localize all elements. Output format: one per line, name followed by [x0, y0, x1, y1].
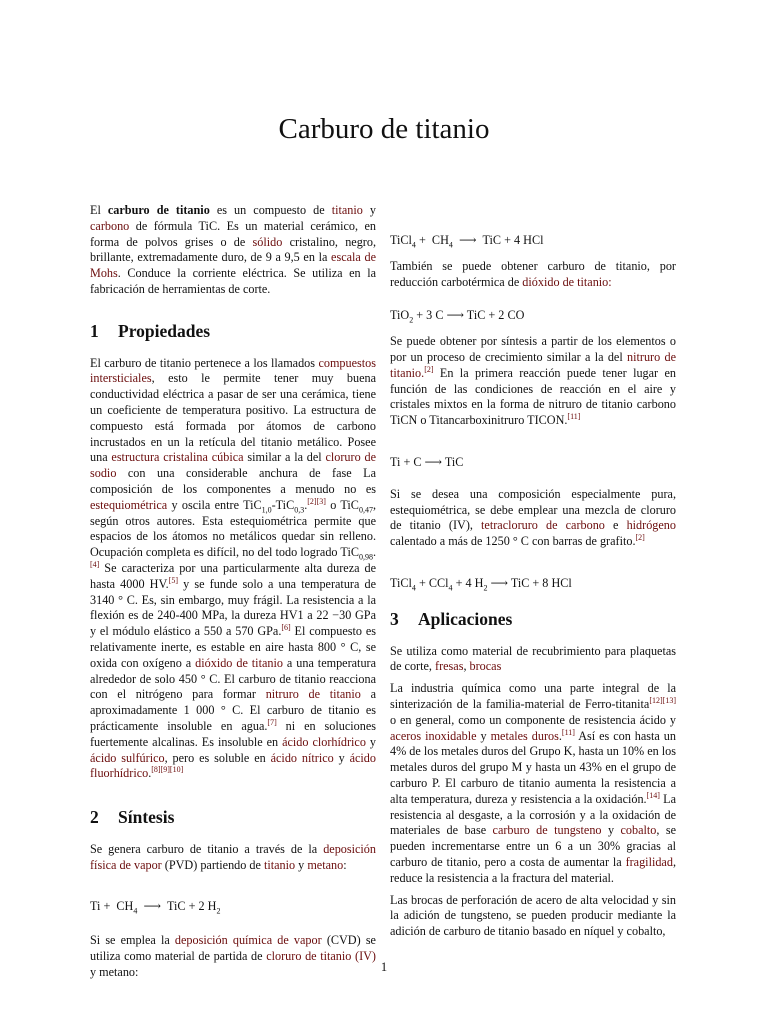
ref-2b[interactable]: [2] — [635, 533, 645, 543]
aplicaciones-paragraph-3: Las brocas de perforación de acero de alta velocidad y sin la adición de tungsteno, se pueden producir mediante la adición de carburo de titanio basado en níquel y cobalto, — [390, 892, 676, 939]
link-escala-mohs[interactable]: escala de Mohs — [90, 250, 376, 281]
ref-14[interactable]: [14] — [646, 790, 660, 800]
link-brocas[interactable]: brocas — [469, 659, 502, 674]
link-dioxido-titanio-2[interactable]: dióxido de titanio: — [522, 274, 612, 289]
equation-2: TiCl$_4$ + $CH_4$ ⟶ TiC + 4 HCl — [390, 233, 544, 250]
ref-5[interactable]: [5] — [168, 575, 179, 585]
section-heading-sintesis: 2 Síntesis — [90, 807, 175, 828]
equation-1: $Ti + CH_4$ ⟶ TiC + 2 $H_2$ — [90, 899, 221, 916]
link-acido-nitrico[interactable]: ácido nítrico — [270, 750, 334, 765]
equation-5: TiCl$_4$ + CCl$_4$ + 4 $H_2$ ⟶ TiC + 8 HCl — [390, 575, 572, 593]
link-acido-fluorhidrico[interactable]: ácido fluorhídrico — [90, 750, 376, 781]
sintesis-elementos-paragraph: Se puede obtener por síntesis a partir de los elementos o por un proceso de crecimiento similar a la del nitruro de titanio.[2] En la primera reacción puede tener lugar en función de las condiciones de reacción en el aire y cristales mixtos en la forma de nitruro de titanio carbono TiCN o Titancarboxinitruro TICON.[11] — [390, 334, 676, 428]
page-title: Carburo de titanio — [278, 113, 490, 145]
sintesis-paragraph: Se genera carburo de titanio a través de la deposición física de vapor (PVD) partiendo de titanio y metano: — [90, 841, 376, 872]
link-dioxido-titanio[interactable]: dióxido de titanio — [195, 655, 283, 670]
ref-12-13[interactable]: [12][13] — [649, 695, 676, 705]
cvd-paragraph: Si se emplea la deposición química de vapor (CVD) se utiliza como material de partida de cloruro de titanio (IV) y metano: — [90, 933, 376, 979]
intro-paragraph: El carburo de titanio es un compuesto de titanio y carbono de fórmula TiC. Es un material cerámico, en forma de polvos grises o de sólido cristalino, negro, brillante, extremadamente duro, de 9 a 9,5 en la escala de Mohs. Conduce la corriente eléctrica. Se utiliza en la fabricación de herramientas de corte. — [90, 203, 377, 296]
link-titanio[interactable]: titanio — [331, 203, 363, 217]
page-number: 1 — [380, 960, 388, 974]
link-deposicion-fisica[interactable]: deposición física de vapor — [90, 841, 376, 872]
right-column — [390, 233, 676, 946]
link-cloruro-sodio[interactable]: cloruro de sodio — [90, 450, 376, 481]
ref-2-3[interactable]: [2][3] — [307, 496, 326, 506]
link-acido-sulfurico[interactable]: ácido sulfúrico — [90, 750, 165, 765]
link-nitruro-titanio[interactable]: nitruro de titanio — [265, 687, 361, 702]
link-metano[interactable]: metano — [307, 857, 344, 872]
carbotermica-paragraph: También se puede obtener carburo de titanio, por reducción carbotérmica de dióxido de titanio: — [390, 258, 676, 289]
section-heading-propiedades: 1 Propiedades — [90, 320, 211, 341]
left-column — [90, 203, 376, 987]
link-deposicion-quimica[interactable]: deposición química de vapor — [174, 933, 322, 948]
ref-11[interactable]: [11] — [567, 412, 581, 422]
link-tetracloruro[interactable]: tetracloruro de carbono — [481, 518, 605, 533]
link-cloruro-titanio[interactable]: cloruro de titanio (IV) — [266, 949, 376, 964]
link-nitruro-titanio-2[interactable]: nitruro de titanio. — [390, 349, 676, 380]
aplicaciones-paragraph-1: Se utiliza como material de recubrimiento para plaquetas de corte, fresas, brocas — [390, 643, 676, 674]
link-carburo-tungsteno[interactable]: carburo de tungsteno — [492, 823, 602, 838]
link-carbono[interactable]: carbono — [90, 218, 130, 233]
link-fragilidad[interactable]: fragilidad — [625, 854, 673, 869]
ref-2[interactable]: [2] — [424, 364, 434, 374]
propiedades-paragraph: El carburo de titanio pertenece a los llamados compuestos intersticiales, esto le permite tener muy buena conductividad eléctrica a pasar de ser una cerámica, tiene un coeficiente de temperatura positivo. La estructura de compuesto está formada por átomos de carbono incrustados en un la retícula del titanio metálico. Posee una estructura cristalina cúbica similar a la del cloruro de sodio con una considerable anchura de fase La composición de los componentes a menudo no es estequiométrica y oscila entre TiC$_{1,0}$-TiC$_{0,3}$.[2][3] o TiC$_{0,47}$, según otros autores. Esta estequiométrica permite que espacios de los átomos no metálicos quedar sin relleno. Ocupación completa es difícil, no del todo logrado TiC$_{0,98}$.[4] Se caracteriza por una particularmente alta dureza de hasta 4000 HV.[5] y se funde solo a una temperatura de 3140 ° C. Es, sin embargo, muy frágil. La resistencia a la flexión es de 240-400 MPa, la dureza HV1 a 22 −30 GPa y el módulo elástico a 550 a 570 GPa.[6] El compuesto es relativamente inerte, es estable en aire hasta 800 ° C, se oxida con oxígeno a dióxido de titanio a una temperatura alrededor de solo 450 ° C. El carburo de titanio reacciona con el nitrógeno para formar nitruro de titanio a aproximadamente 1 000 ° C. El carburo de titanio es prácticamente insoluble en agua.[7] ni en soluciones fuertemente alcalinas. Es insoluble en ácido clorhídrico y ácido sulfúrico, pero es soluble en ácido nítrico y ácido fluorhídrico.[8][9][10] — [90, 355, 377, 781]
link-hidrogeno[interactable]: hidrógeno — [626, 518, 676, 533]
link-titanio-2[interactable]: titanio — [263, 857, 296, 872]
link-acido-clorhidrico[interactable]: ácido clorhídrico — [282, 734, 366, 749]
link-compuestos-intersticiales[interactable]: compuestos intersticiales — [90, 355, 376, 386]
ref-4[interactable]: [4] — [90, 559, 100, 569]
link-estequiometrica[interactable]: estequiométrica — [90, 497, 168, 512]
link-metales-duros[interactable]: metales duros — [490, 728, 559, 743]
ref-11b[interactable]: [11] — [561, 727, 575, 737]
section-heading-aplicaciones: 3 Aplicaciones — [390, 608, 513, 629]
aplicaciones-paragraph-2: La industria química como una parte integral de la sinterización de la familia-material de Ferro-titanita[12][13] o en general, como un componente de resistencia ácido y aceros inoxidable y metales duros.[11] Así es con hasta un 4% de los metales duros del Grupo K, hasta un 10% en los metales duros del grupo M y hasta un 43% en el grupo de carburo P. El carburo de titanio aumenta la resistencia a alta temperatura, dureza y resistencia a la oxidación.[14] La resistencia al desgaste, a la corrosión y a la oxidación de materiales de base carburo de tungsteno y cobalto, se pueden incrementarse entre un 6 a un 30% gracias al carburo de titanio, pero a costa de aumentar la fragilidad, reduce la resistencia a la fractura del material. — [390, 681, 677, 885]
equation-3: TiO$_2$ + 3 C ⟶ TiC + 2 CO — [390, 308, 525, 325]
equation-4: Ti + C ⟶ TiC — [390, 454, 464, 469]
link-fresas[interactable]: fresas — [435, 659, 464, 674]
link-cobalto[interactable]: cobalto — [620, 823, 657, 838]
ref-8-9-10[interactable]: [8][9][10] — [151, 765, 184, 775]
pura-paragraph: Si se desea una composición especialmente pura, estequiométrica, se debe emplear una mezcla de cloruro de titanio (IV), tetracloruro de carbono e hidrógeno calentado a más de 1250 ° C con barras de grafito.[2] — [390, 486, 676, 549]
ref-6[interactable]: [6] — [281, 623, 291, 633]
link-estructura-cubica[interactable]: estructura cristalina cúbica — [111, 450, 244, 465]
link-solido[interactable]: sólido — [252, 234, 283, 249]
ref-7[interactable]: [7] — [267, 717, 277, 727]
link-aceros[interactable]: aceros inoxidable — [390, 728, 477, 743]
